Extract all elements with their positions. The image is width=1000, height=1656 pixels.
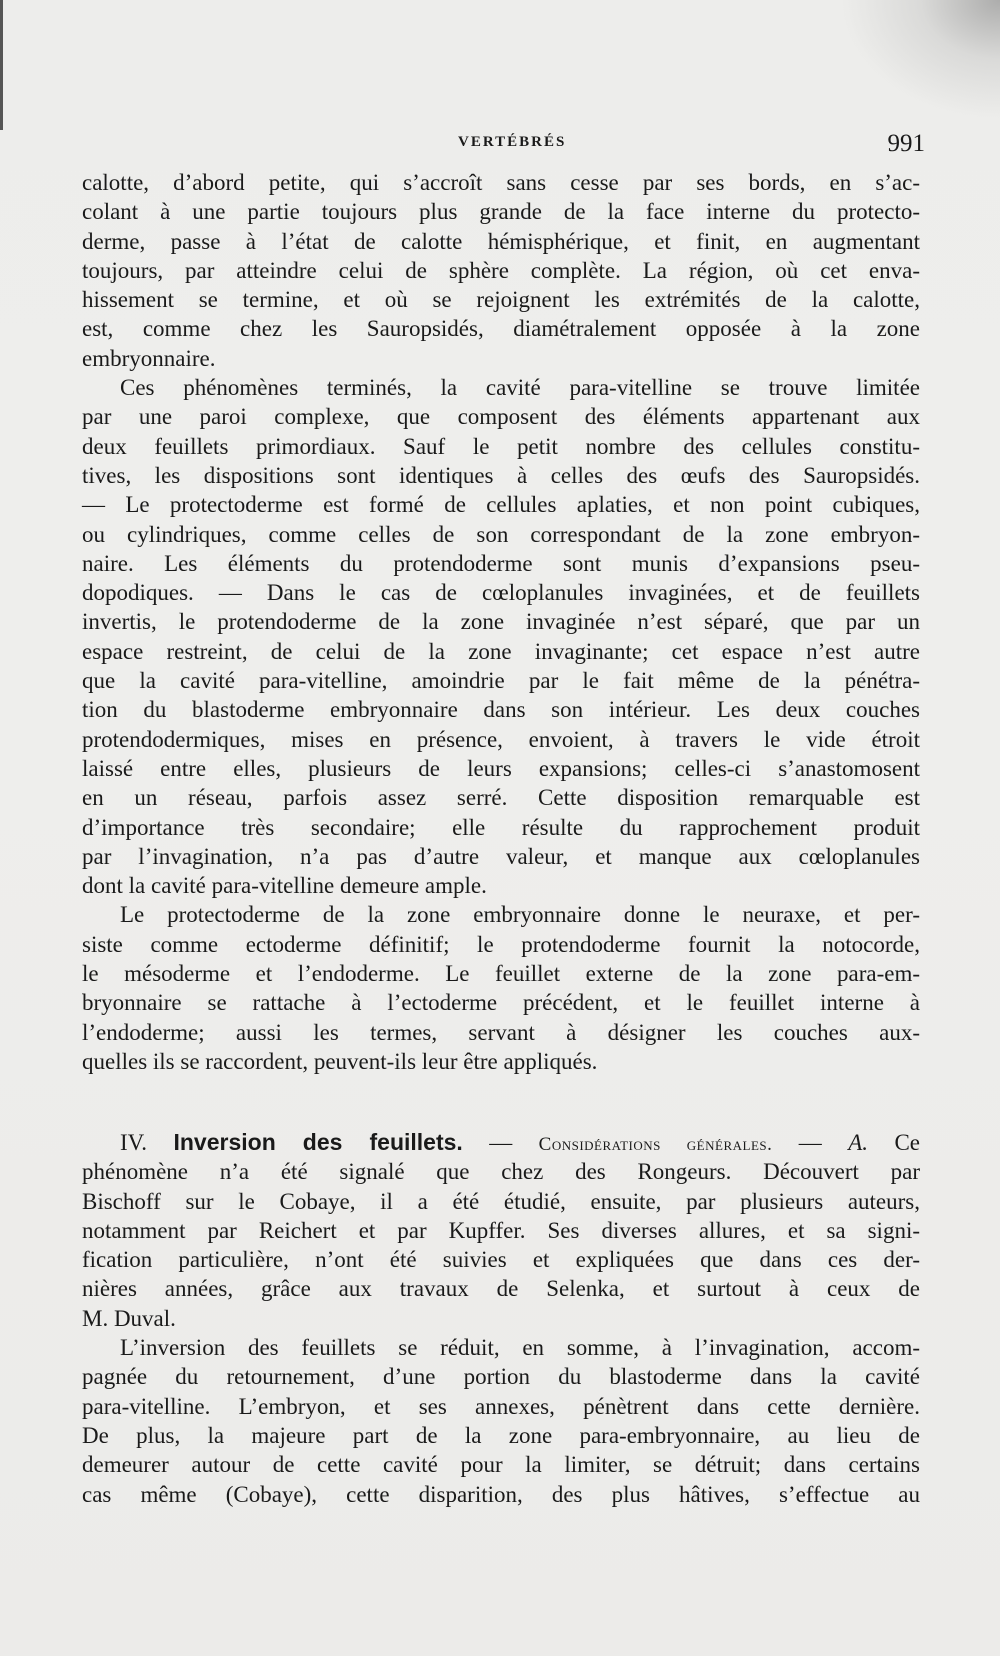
heading-dash: — <box>489 1130 513 1155</box>
text-line: dopodiques. — Dans le cas de cœloplanules invaginées, et de feuillets <box>82 580 920 606</box>
section-inversion <box>82 1128 920 1509</box>
section-title: Inversion des feuillets. <box>173 1129 463 1155</box>
text-line: l’endoderme; aussi les termes, servant à désigner les couches aux- <box>82 1019 920 1045</box>
text-line: espace restreint, de celui de la zone invaginante; cet espace n’est autre <box>82 638 920 664</box>
text-line: naire. Les éléments du protendoderme sont munis d’expansions pseu- <box>82 550 920 576</box>
paragraph-1 <box>82 168 920 373</box>
running-title: VERTÉBRÉS <box>458 134 567 150</box>
section-heading <box>82 1128 920 1157</box>
paragraph-3 <box>82 900 920 1076</box>
paragraph-2 <box>82 373 920 900</box>
section-number: IV. <box>120 1130 148 1155</box>
text-line: Le protectoderme de la zone embryonnaire donne le neuraxe, et per- <box>120 902 920 928</box>
text-line: le mésoderme et l’endoderme. Le feuillet externe de la zone para-em- <box>82 961 920 987</box>
text-line: Ces phénomènes terminés, la cavité para-vitelline se trouve limitée <box>120 375 920 401</box>
text-line: Bischoff sur le Cobaye, il a été étudié, ensuite, par plusieurs auteurs, <box>82 1188 920 1214</box>
text-line: dont la cavité para-vitelline demeure ample. <box>82 873 487 899</box>
text-line: quelles ils se raccordent, peuvent-ils leur être appliqués. <box>82 1048 598 1074</box>
text-line: bryonnaire se rattache à l’ectoderme précédent, et le feuillet interne à <box>82 990 920 1016</box>
text-line: laissé entre elles, plusieurs de leurs expansions; celles-ci s’anastomosent <box>82 755 920 781</box>
text-line: est, comme chez les Sauropsidés, diamétralement opposée à la zone <box>82 316 920 342</box>
section-subtitle: Considérations générales. <box>538 1134 773 1155</box>
text-line: que la cavité para-vitelline, amoindrie par le fait même de la pénétra- <box>82 668 920 694</box>
text-line: siste comme ectoderme définitif; le protendoderme fournit la notocorde, <box>82 931 920 957</box>
text-line: L’inversion des feuillets se réduit, en somme, à l’invagination, accom- <box>120 1335 920 1361</box>
text-line: phénomène n’a été signalé que chez des Rongeurs. Découvert par <box>82 1159 920 1185</box>
text-line: notamment par Reichert et par Kupffer. Ses diverses allures, et sa signi- <box>82 1217 920 1243</box>
text-line: tion du blastoderme embryonnaire dans son intérieur. Les deux couches <box>82 697 920 723</box>
heading-dash: — <box>798 1130 822 1155</box>
page-number: 991 <box>887 130 925 157</box>
text-line: invertis, le protendoderme de la zone invaginée n’est séparé, que par un <box>82 609 920 635</box>
text-line: cas même (Cobaye), cette disparition, des plus hâtives, s’effectue au <box>82 1481 920 1507</box>
text-line: ou cylindriques, comme celles de son correspondant de la zone embryon- <box>82 521 920 547</box>
text-line: colant à une partie toujours plus grande de la face interne du protecto- <box>82 199 920 225</box>
text-line: par l’invagination, n’a pas d’autre valeur, et manque aux cœloplanules <box>82 843 920 869</box>
first-word: Ce <box>894 1130 921 1155</box>
text-line: toujours, par atteindre celui de sphère complète. La région, où cet enva- <box>82 257 920 283</box>
text-line: tives, les dispositions sont identiques à celles des œufs des Sauropsidés. <box>82 462 920 488</box>
text-line: calotte, d’abord petite, qui s’accroît sans cesse par ses bords, en s’ac- <box>82 170 920 195</box>
text-line: demeurer autour de cette cavité pour la limiter, se détruit; dans certains <box>82 1452 920 1478</box>
text-line: fication particulière, n’ont été suivies et expliquées que dans ces der- <box>82 1247 920 1273</box>
text-line: nières années, grâce aux travaux de Selenka, et surtout à ceux de <box>82 1276 920 1302</box>
text-line: par une paroi complexe, que composent des éléments appartenant aux <box>82 404 920 430</box>
paragraph-5 <box>82 1333 920 1509</box>
text-line: en un réseau, parfois assez serré. Cette disposition remarquable est <box>82 785 920 811</box>
page-left-edge <box>0 0 3 130</box>
text-line: De plus, la majeure part de la zone para-embryonnaire, au lieu de <box>82 1422 920 1448</box>
running-head <box>0 132 1000 158</box>
text-line: deux feuillets primordiaux. Sauf le petit nombre des cellules constitu- <box>82 433 920 459</box>
text-line: — Le protectoderme est formé de cellules aplaties, et non point cubiques, <box>82 492 920 518</box>
text-line: derme, passe à l’état de calotte hémisphérique, et finit, en augmentant <box>82 228 920 254</box>
text-line: pagnée du retournement, d’une portion du blastoderme dans la cavité <box>82 1364 920 1390</box>
paragraph-4 <box>82 1157 920 1333</box>
text-line: hissement se termine, et où se rejoignent les extrémités de la calotte, <box>82 287 920 313</box>
text-line: embryonnaire. <box>82 345 216 371</box>
text-line: protendodermiques, mises en présence, envoient, à travers le vide étroit <box>82 726 920 752</box>
page-corner-shadow <box>840 0 1000 120</box>
section-letter: A. <box>848 1130 869 1155</box>
body-text-top <box>82 168 920 1076</box>
text-line: d’importance très secondaire; elle résulte du rapprochement produit <box>82 814 920 840</box>
text-line: M. Duval. <box>82 1305 176 1331</box>
text-line: para-vitelline. L’embryon, et ses annexes, pénètrent dans cette dernière. <box>82 1393 920 1419</box>
